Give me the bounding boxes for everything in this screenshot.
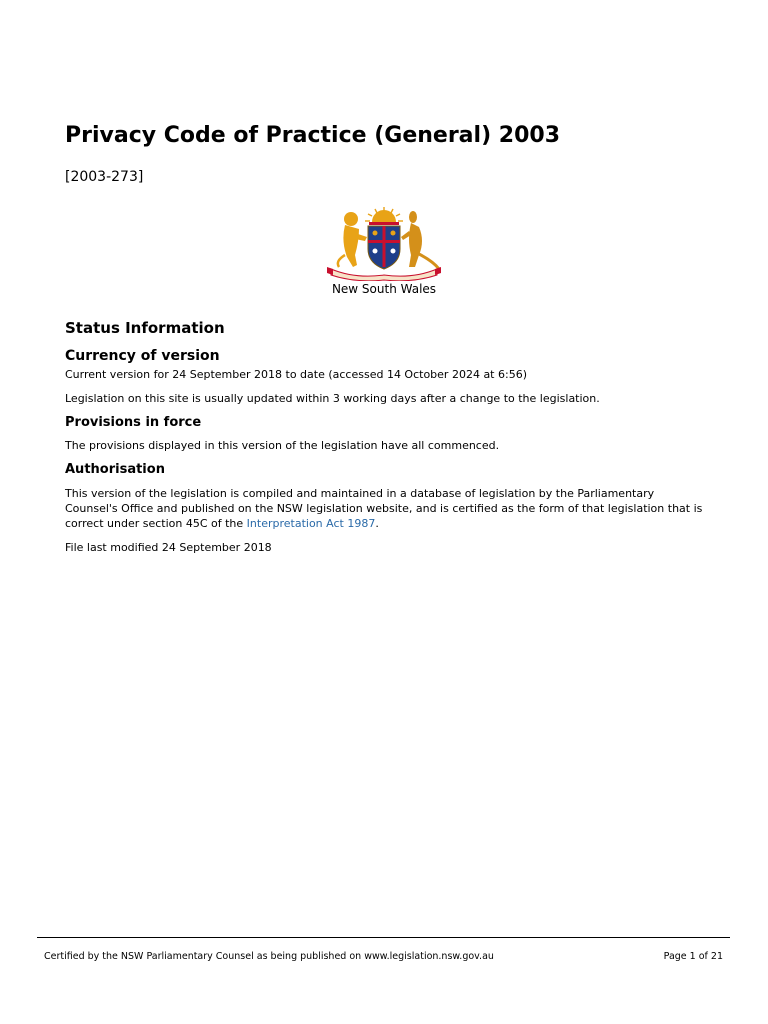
crest-caption: New South Wales	[331, 282, 437, 296]
provisions-heading: Provisions in force	[65, 415, 202, 430]
document-title: Privacy Code of Practice (General) 2003	[65, 123, 561, 148]
authorisation-heading: Authorisation	[65, 462, 165, 477]
provisions-text: The provisions displayed in this version of the legislation have all commenced.	[65, 439, 500, 452]
document-number: [2003-273]	[65, 169, 144, 185]
interpretation-act-link[interactable]: Interpretation Act 1987	[246, 517, 376, 530]
kangaroo-supporter	[401, 211, 439, 269]
footer-certification: Certified by the NSW Parliamentary Counsel as being published on www.legislation.nsw.gov.au	[44, 951, 494, 962]
authorisation-text-before: This version of the legislation is compiled and maintained in a database of legislation by the Parliamentary Counsel's Office and published on the NSW legislation website, and is certified as the form of that legislation that is correct under section 45C of the	[65, 487, 703, 530]
sun-crest	[365, 207, 403, 225]
shield	[368, 226, 400, 269]
nsw-coat-of-arms-icon	[325, 205, 443, 281]
lion-supporter	[338, 212, 367, 267]
status-heading: Status Information	[65, 319, 225, 337]
footer-divider	[37, 937, 730, 938]
footer-page-number: Page 1 of 21	[663, 951, 723, 962]
current-version-text: Current version for 24 September 2018 to date (accessed 14 October 2024 at 6:56)	[65, 368, 527, 381]
update-note-text: Legislation on this site is usually updated within 3 working days after a change to the legislation.	[65, 392, 600, 405]
currency-heading: Currency of version	[65, 348, 220, 364]
file-modified-text: File last modified 24 September 2018	[65, 541, 272, 554]
crest-block	[318, 205, 450, 296]
authorisation-text-after: .	[375, 517, 379, 530]
authorisation-text	[65, 486, 705, 531]
